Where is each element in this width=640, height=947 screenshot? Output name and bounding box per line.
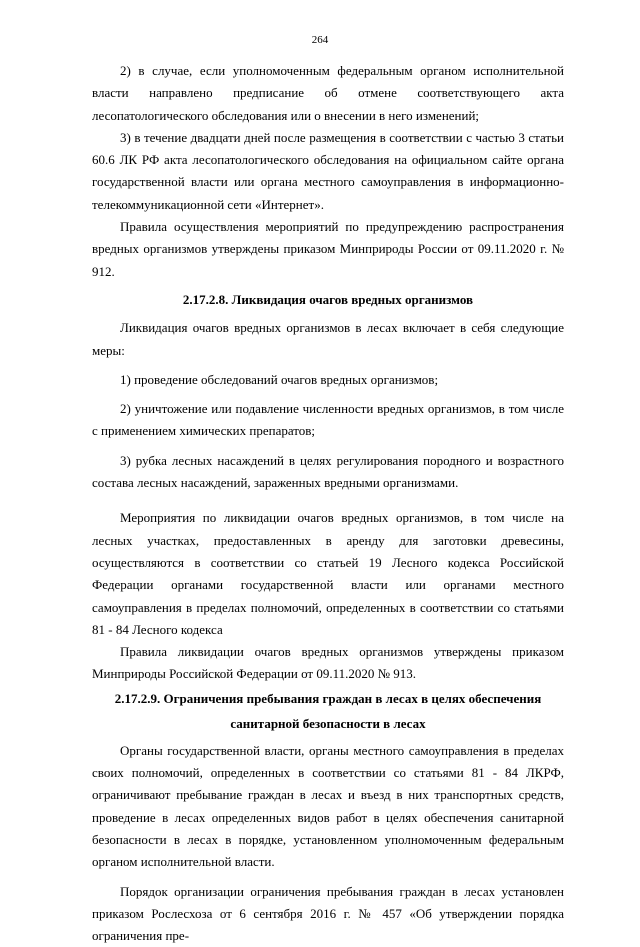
- paragraph: Мероприятия по ликвидации очагов вредных организмов, в том числе на лесных участках, предоставленных в аренду для заготовки древесины, осуществляются в соответствии со статьей 19 Лесного кодекса Российской Федерации органами государственной власти или органами местного самоуправления в пределах полномочий, определенных в соответствии со статьями 81 - 84 Лесного кодекса: [92, 507, 564, 641]
- section-heading: 2.17.2.9. Ограничения пребывания граждан в лесах в целях обеспечения санитарной безопасности в лесах: [92, 686, 564, 736]
- paragraph: 2) в случае, если уполномоченным федеральным органом исполнительной власти направлено предписание об отмене соответствующего акта лесопатологического обследования или о внесении в него изменений;: [92, 60, 564, 127]
- list-item: 2) уничтожение или подавление численности вредных организмов, в том числе с применением химических препаратов;: [92, 398, 564, 443]
- list-item: 1) проведение обследований очагов вредных организмов;: [92, 369, 564, 391]
- page-number: 264: [0, 34, 640, 46]
- paragraph: 3) в течение двадцати дней после размещения в соответствии с частью 3 статьи 60.6 ЛК РФ акта лесопатологического обследования на официальном сайте органа государственной власти или органа местного самоуправления в информационно-телекоммуникационной сети «Интернет».: [92, 127, 564, 216]
- paragraph: Органы государственной власти, органы местного самоуправления в пределах своих полномочий, определенных в соответствии со статьями 81 - 84 ЛКРФ, ограничивают пребывание граждан в лесах и въезд в них транспортных средств, проведение в лесах определенных видов работ в целях обеспечения санитарной безопасности в лесах в порядке, установленном уполномоченным федеральным органом исполнительной власти.: [92, 740, 564, 874]
- paragraph: Порядок организации ограничения пребывания граждан в лесах установлен приказом Рослесхоза от 6 сентября 2016 г. № 457 «Об утверждении порядка ограничения пре-: [92, 881, 564, 947]
- page-content: [92, 60, 564, 947]
- paragraph: Ликвидация очагов вредных организмов в лесах включает в себя следующие меры:: [92, 317, 564, 362]
- paragraph: Правила осуществления мероприятий по предупреждению распространения вредных организмов утверждены приказом Минприроды России от 09.11.2020 г. № 912.: [92, 216, 564, 283]
- list-item: 3) рубка лесных насаждений в целях регулирования породного и возрастного состава лесных насаждений, зараженных вредными организмами.: [92, 450, 564, 495]
- section-heading: 2.17.2.8. Ликвидация очагов вредных организмов: [92, 289, 564, 311]
- paragraph: Правила ликвидации очагов вредных организмов утверждены приказом Минприроды Российской Федерации от 09.11.2020 № 913.: [92, 641, 564, 686]
